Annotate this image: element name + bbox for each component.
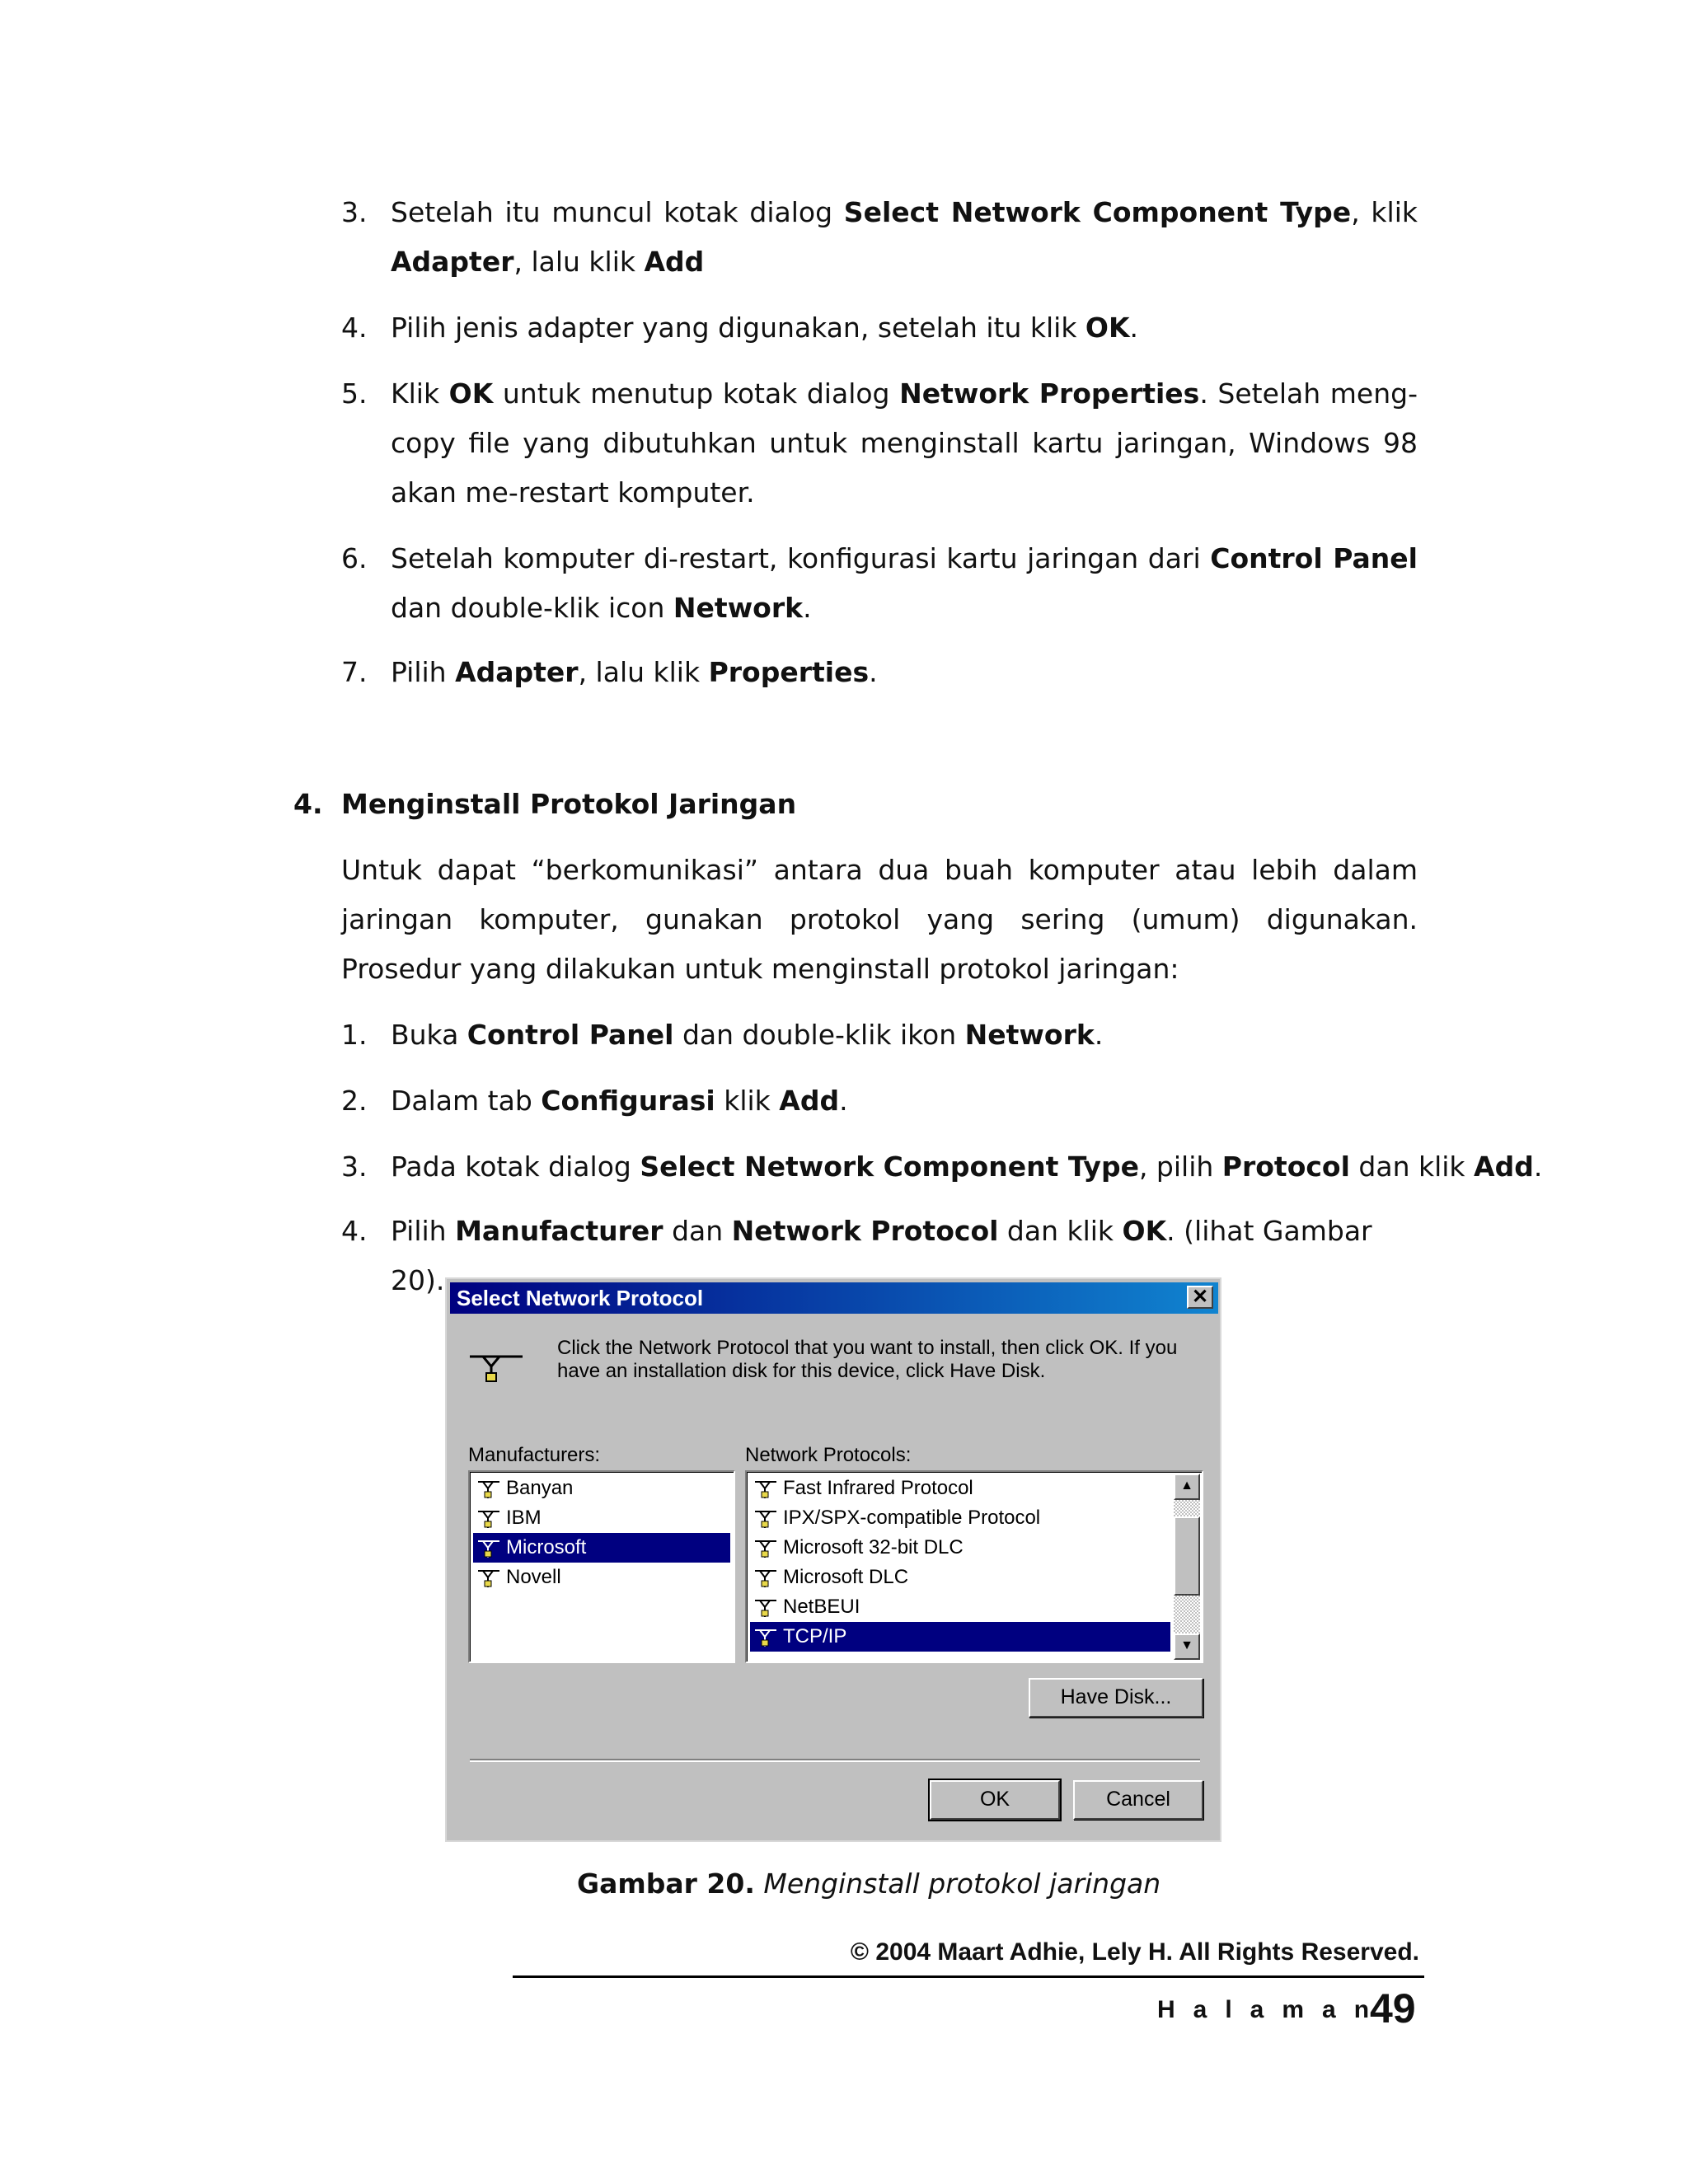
- scroll-down-button[interactable]: ▼: [1174, 1633, 1200, 1660]
- cancel-button[interactable]: Cancel: [1073, 1780, 1203, 1820]
- step-number: 4.: [341, 312, 368, 344]
- page-label: Halaman: [1157, 1996, 1388, 2023]
- step-number: 2.: [341, 1085, 368, 1117]
- step-text: Dalam tab Configurasi klik Add.: [391, 1085, 848, 1117]
- step-text: Klik OK untuk menutup kotak dialog Network Properties. Setelah meng-copy file yang dibutuhkan untuk menginstall kartu jaringan, Windows 98 akan me-restart komputer.: [391, 377, 1418, 509]
- list-item-selected[interactable]: Microsoft: [473, 1533, 730, 1563]
- step-text: Setelah itu muncul kotak dialog Select Network Component Type, klik Adapter, lalu klik Add: [391, 196, 1418, 278]
- list-item[interactable]: Novell: [473, 1563, 730, 1592]
- list-item[interactable]: NetBEUI: [750, 1592, 1170, 1622]
- step-text: Pilih Adapter, lalu klik Properties.: [391, 656, 878, 688]
- network-protocol-icon: [476, 1566, 501, 1589]
- step-number: 7.: [341, 656, 368, 688]
- network-protocol-icon: [753, 1477, 778, 1500]
- dialog-instructions: Click the Network Protocol that you want to install, then click OK. If you have an installation disk for this device, click Have Disk.: [557, 1337, 1178, 1382]
- scroll-up-button[interactable]: ▲: [1174, 1474, 1200, 1500]
- network-protocols-list[interactable]: [745, 1470, 1203, 1663]
- step-number: 4.: [341, 1215, 368, 1247]
- network-protocol-icon: [476, 1477, 501, 1500]
- section-title: Menginstall Protokol Jaringan: [341, 788, 797, 820]
- dialog-separator: [470, 1759, 1200, 1762]
- list-item[interactable]: Microsoft DLC: [750, 1563, 1170, 1592]
- step-number: 1.: [341, 1019, 368, 1051]
- have-disk-button[interactable]: Have Disk...: [1029, 1678, 1203, 1718]
- network-protocol-icon: [753, 1566, 778, 1589]
- section-number: 4.: [293, 788, 323, 820]
- list-item[interactable]: IBM: [473, 1503, 730, 1533]
- step-number: 5.: [341, 377, 368, 410]
- select-network-protocol-dialog: [445, 1277, 1221, 1842]
- section-intro: Untuk dapat “berkomunikasi” antara dua buah komputer atau lebih dalam jaringan komputer, gunakan protokol yang sering (umum) digunakan. Prosedur yang dilakukan untuk menginstall protokol jaringan:: [341, 854, 1418, 985]
- scroll-thumb[interactable]: [1174, 1516, 1200, 1596]
- caption-text: Menginstall protokol jaringan: [763, 1868, 1161, 1900]
- footer-rule: [513, 1975, 1424, 1978]
- manufacturers-list[interactable]: [468, 1470, 735, 1663]
- network-protocol-icon: [753, 1625, 778, 1648]
- step-text: Setelah komputer di-restart, konfigurasi kartu jaringan dari Control Panel dan double-klik icon Network.: [391, 542, 1418, 624]
- copyright-notice: © 2004 Maart Adhie, Lely H. All Rights Reserved.: [850, 1938, 1419, 1966]
- network-protocol-icon: [467, 1345, 526, 1386]
- list-item[interactable]: Banyan: [473, 1474, 730, 1503]
- list-item[interactable]: Fast Infrared Protocol: [750, 1474, 1170, 1503]
- step-number: 3.: [341, 1151, 368, 1183]
- vertical-scrollbar[interactable]: [1174, 1474, 1200, 1660]
- network-protocol-icon: [753, 1596, 778, 1619]
- close-button[interactable]: ✕: [1187, 1286, 1213, 1309]
- dialog-titlebar[interactable]: [450, 1282, 1218, 1314]
- figure-caption: [577, 1864, 1160, 1904]
- network-protocol-icon: [476, 1536, 501, 1559]
- list-item[interactable]: IPX/SPX-compatible Protocol: [750, 1503, 1170, 1533]
- step-number: 3.: [341, 196, 368, 228]
- step-text: Pilih Manufacturer dan Network Protocol dan klik OK. (lihat Gambar 20).: [391, 1215, 1372, 1296]
- network-protocol-icon: [753, 1536, 778, 1559]
- ok-button[interactable]: OK: [930, 1780, 1060, 1820]
- step-text: Pilih jenis adapter yang digunakan, setelah itu klik OK.: [391, 312, 1139, 344]
- dialog-title: Select Network Protocol: [457, 1286, 704, 1310]
- step-number: 6.: [341, 542, 368, 574]
- step-text: Buka Control Panel dan double-klik ikon Network.: [391, 1019, 1104, 1051]
- network-protocol-icon: [476, 1507, 501, 1530]
- network-protocol-icon: [753, 1507, 778, 1530]
- step-text: Pada kotak dialog Select Network Component Type, pilih Protocol dan klik Add.: [391, 1151, 1543, 1183]
- list-item-selected[interactable]: TCP/IP: [750, 1622, 1170, 1652]
- manufacturers-label: Manufacturers:: [468, 1444, 601, 1466]
- network-protocols-label: Network Protocols:: [745, 1444, 912, 1466]
- list-item[interactable]: Microsoft 32-bit DLC: [750, 1533, 1170, 1563]
- page-number: 49: [1370, 1985, 1416, 2032]
- caption-label: Gambar 20.: [577, 1868, 755, 1900]
